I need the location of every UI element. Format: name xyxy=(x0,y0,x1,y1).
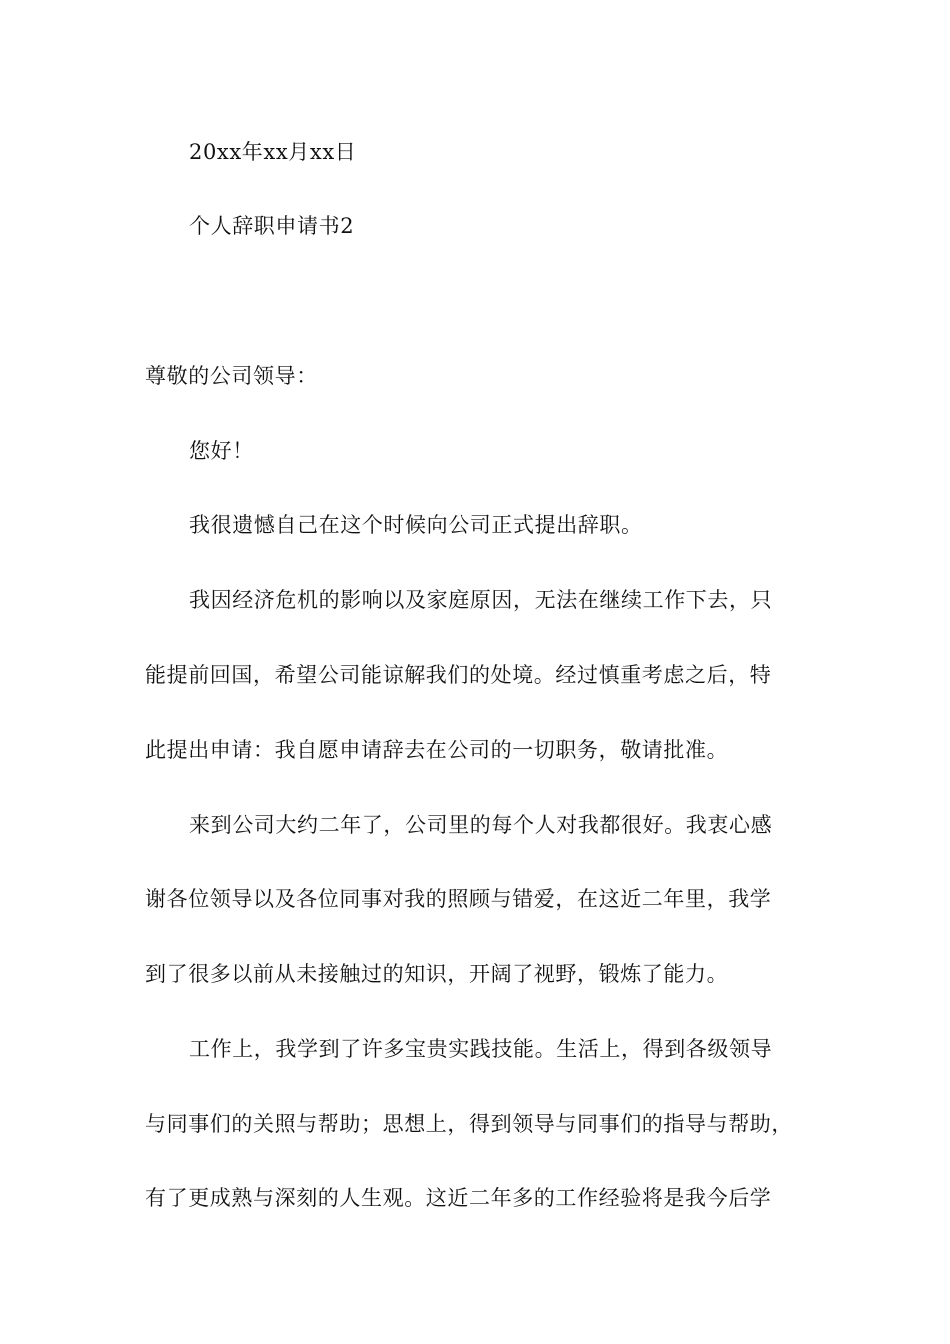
paragraph-line: 此提出申请：我自愿申请辞去在公司的一切职务，敬请批准。 xyxy=(145,738,729,762)
paragraph-line: 我很遗憾自己在这个时候向公司正式提出辞职。 xyxy=(189,513,643,537)
paragraph-line: 有了更成熟与深刻的人生观。这近二年多的工作经验将是我今后学 xyxy=(145,1186,772,1210)
paragraph-line: 我因经济危机的影响以及家庭原因，无法在继续工作下去，只 xyxy=(189,588,773,612)
paragraph-line: 能提前回国，希望公司能谅解我们的处境。经过慎重考虑之后，特 xyxy=(145,663,772,687)
paragraph-line: 到了很多以前从未接触过的知识，开阔了视野，锻炼了能力。 xyxy=(145,962,729,986)
document-subtitle: 个人辞职申请书2 xyxy=(189,214,355,238)
paragraph-line: 来到公司大约二年了，公司里的每个人对我都很好。我衷心感 xyxy=(189,813,773,837)
greeting: 您好！ xyxy=(189,439,254,463)
date-line: 20xx年xx月xx日 xyxy=(189,140,357,164)
salutation: 尊敬的公司领导： xyxy=(145,364,318,388)
paragraph-line: 工作上，我学到了许多宝贵实践技能。生活上，得到各级领导 xyxy=(189,1037,773,1061)
paragraph-line: 与同事们的关照与帮助；思想上，得到领导与同事们的指导与帮助， xyxy=(145,1112,793,1136)
paragraph-line: 谢各位领导以及各位同事对我的照顾与错爱，在这近二年里，我学 xyxy=(145,887,772,911)
